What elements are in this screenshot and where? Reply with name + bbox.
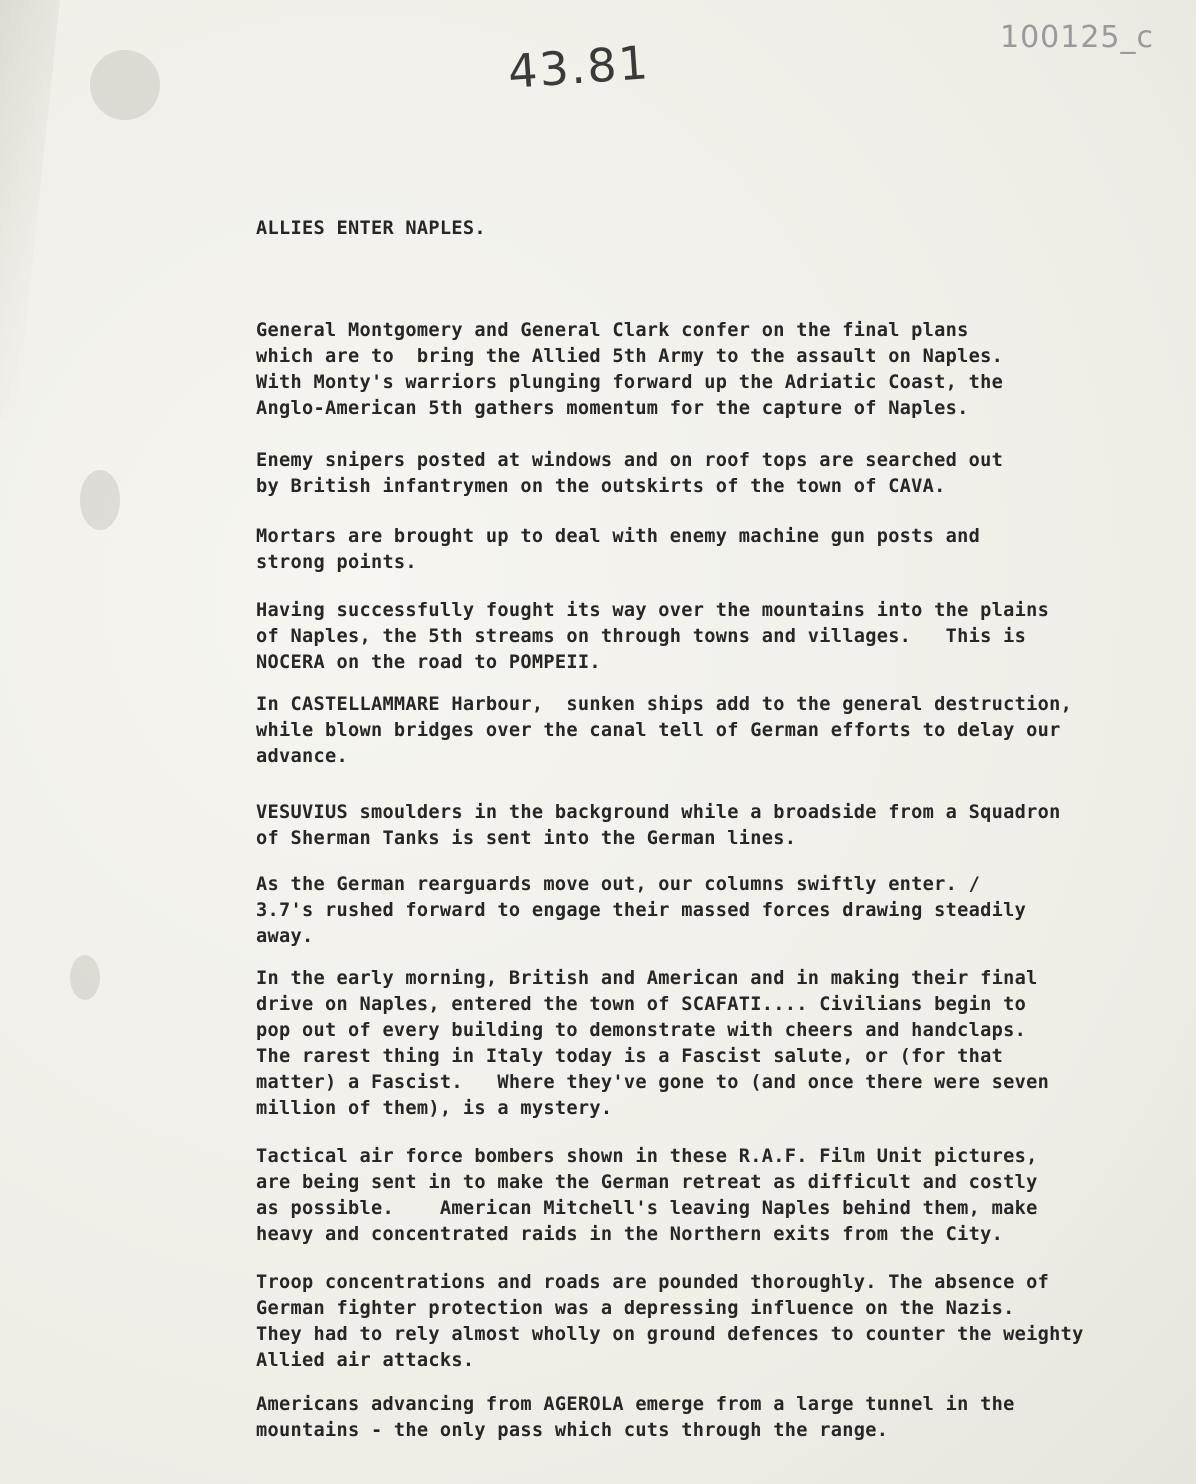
paragraph: As the German rearguards move out, our columns swiftly enter. / 3.7's rushed forward to engage their massed forces drawing steadily away. [256, 874, 1027, 947]
paragraph: VESUVIUS smoulders in the background while a broadside from a Squadron of Sherman Tanks is sent into the German lines. [256, 802, 1061, 849]
paragraph: Mortars are brought up to deal with enemy machine gun posts and strong points. [256, 526, 981, 573]
paragraph: Americans advancing from AGEROLA emerge from a large tunnel in the mountains - the only pass which cuts through the range. [256, 1394, 1015, 1441]
paragraph: Having successfully fought its way over the mountains into the plains of Naples, the 5th streams on through towns and villages. This is NOCERA on the road to POMPEII. [256, 600, 1050, 673]
paragraph: General Montgomery and General Clark confer on the final plans which are to bring the Allied 5th Army to the assault on Naples. With Monty's warriors plunging forward up the Adriatic Coast, the Anglo-American 5th gathers momentum for the capture of Naples. [256, 320, 1004, 419]
paper-fold [0, 0, 60, 420]
paper-smudge [70, 955, 100, 1000]
handwritten-reference-number: 43.81 [506, 35, 652, 99]
paragraph: Troop concentrations and roads are pounded thoroughly. The absence of German fighter protection was a depressing influence on the Nazis. They had to rely almost wholly on ground defences to counter the weighty Allied air attacks. [256, 1272, 1084, 1371]
paragraph: In the early morning, British and American and in making their final drive on Naples, entered the town of SCAFATI.... Civilians begin to pop out of every building to demonstrate with cheers and handclaps. The rarest thing in Italy today is a Fascist salute, or (for that matter) a Fascist. Where they've gone to (and once there were seven million of them), is a mystery. [256, 968, 1050, 1119]
paragraph: Enemy snipers posted at windows and on roof tops are searched out by British infantrymen on the outskirts of the town of CAVA. [256, 450, 1004, 497]
document-title: ALLIES ENTER NAPLES. [256, 218, 486, 239]
paper-smudge [90, 50, 160, 120]
paper-smudge [80, 470, 120, 530]
paragraph: Tactical air force bombers shown in these R.A.F. Film Unit pictures, are being sent in to make the German retreat as difficult and costly as possible. American Mitchell's leaving Naples behind them, make heavy and concentrated raids in the Northern exits from the City. [256, 1146, 1038, 1245]
faded-document-code: 100125_c [1000, 20, 1155, 55]
paragraph: In CASTELLAMMARE Harbour, sunken ships add to the general destruction, while blown bridges over the canal tell of German efforts to delay our advance. [256, 694, 1073, 767]
